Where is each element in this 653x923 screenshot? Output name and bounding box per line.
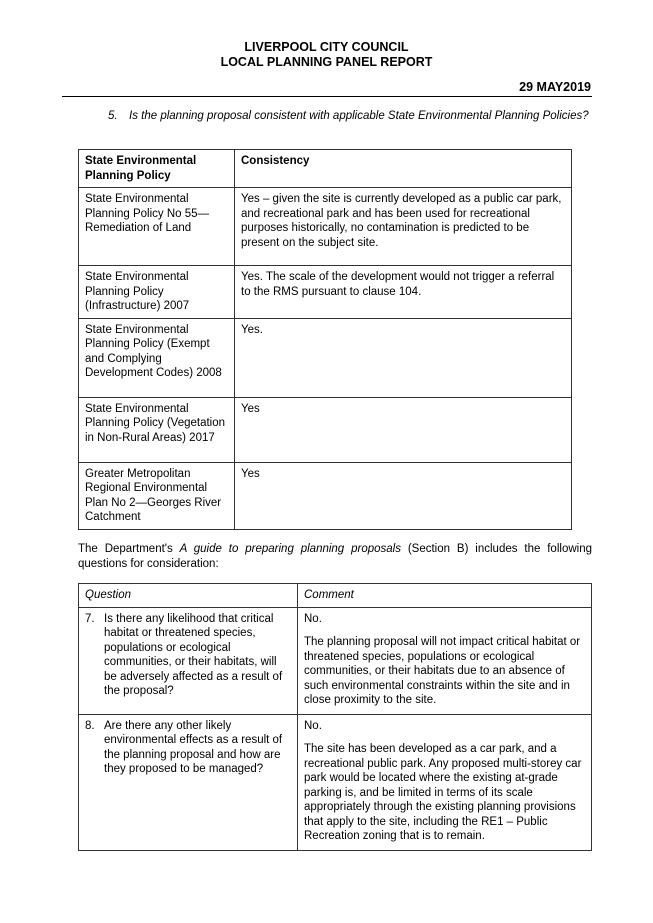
- question-5-text: Is the planning proposal consistent with applicable State Environmental Planning Policies?: [129, 110, 589, 122]
- sepp-header-policy: State Environmental Planning Policy: [79, 150, 235, 188]
- comment-answer: No.: [304, 612, 322, 625]
- sepp-table: [78, 149, 572, 530]
- sepp-consistency: Yes. The scale of the development would not trigger a referral to the RMS pursuant to clause 104.: [235, 266, 572, 319]
- table-row: [79, 266, 572, 319]
- comment-text: The planning proposal will not impact critical habitat or threatened species, populations or ecological communities, or their habitats due to an absence of such environmental constraints within the site and in close proximity to the site.: [304, 636, 581, 706]
- report-date: 29 MAY2019: [519, 80, 591, 94]
- questions-table-header: [79, 584, 592, 608]
- question-number: 7.: [85, 612, 95, 625]
- comment-cell: [298, 714, 592, 850]
- sepp-policy: Greater Metropolitan Regional Environmental Plan No 2—Georges River Catchment: [79, 462, 235, 529]
- sepp-consistency: Yes.: [235, 318, 572, 397]
- question-text: Are there any other likely environmental effects as a result of the planning proposal and how are they proposed to be managed?: [104, 719, 283, 775]
- sepp-header-consistency: Consistency: [235, 150, 572, 188]
- table-row: [79, 462, 572, 529]
- question-5-number: 5.: [108, 110, 118, 122]
- intro-after: (Section B) includes the following questions for consideration:: [78, 543, 592, 570]
- guide-intro: [78, 542, 592, 572]
- report-title: LOCAL PLANNING PANEL REPORT: [220, 55, 433, 69]
- council-name: LIVERPOOL CITY COUNCIL: [244, 40, 409, 54]
- question-5: [108, 109, 592, 124]
- table-row: [79, 188, 572, 266]
- comment-text: The site has been developed as a car park, and a recreational public park. Any proposed multi-storey car park would be located where the existing at-grade parking is, and be limited in terms of its scale appropriately through the existing planning provisions that apply to the site, including the RE1 – Public Recreation zoning that is to remain.: [304, 743, 582, 842]
- sepp-consistency: Yes: [235, 397, 572, 462]
- sepp-consistency: Yes – given the site is currently developed as a public car park, and recreational park and has been used for recreational purposes historically, no contamination is predicted to be present on the subject site.: [235, 188, 572, 266]
- questions-table: [78, 583, 592, 851]
- intro-before: The Department's: [78, 543, 180, 555]
- question-number: 8.: [85, 719, 95, 732]
- comment-answer: No.: [304, 719, 322, 732]
- report-header: [0, 40, 653, 70]
- guide-title: A guide to preparing planning proposals: [179, 543, 401, 555]
- table-row: [79, 318, 572, 397]
- sepp-policy: State Environmental Planning Policy No 55—Remediation of Land: [79, 188, 235, 266]
- sepp-policy: State Environmental Planning Policy (Vegetation in Non-Rural Areas) 2017: [79, 397, 235, 462]
- question-cell: [79, 714, 298, 850]
- questions-header-comment: Comment: [298, 584, 592, 608]
- questions-header-question: Question: [79, 584, 298, 608]
- sepp-table-header: [79, 150, 572, 188]
- question-cell: [79, 607, 298, 714]
- header-divider: [62, 96, 592, 97]
- sepp-consistency: Yes: [235, 462, 572, 529]
- table-row: [79, 714, 592, 850]
- sepp-policy: State Environmental Planning Policy (Exempt and Complying Development Codes) 2008: [79, 318, 235, 397]
- table-row: [79, 607, 592, 714]
- table-row: [79, 397, 572, 462]
- question-text: Is there any likelihood that critical habitat or threatened species, populations or ecological communities, or their habitats, will be adversely affected as a result of the proposal?: [104, 612, 283, 697]
- sepp-policy: State Environmental Planning Policy (Infrastructure) 2007: [79, 266, 235, 319]
- comment-cell: [298, 607, 592, 714]
